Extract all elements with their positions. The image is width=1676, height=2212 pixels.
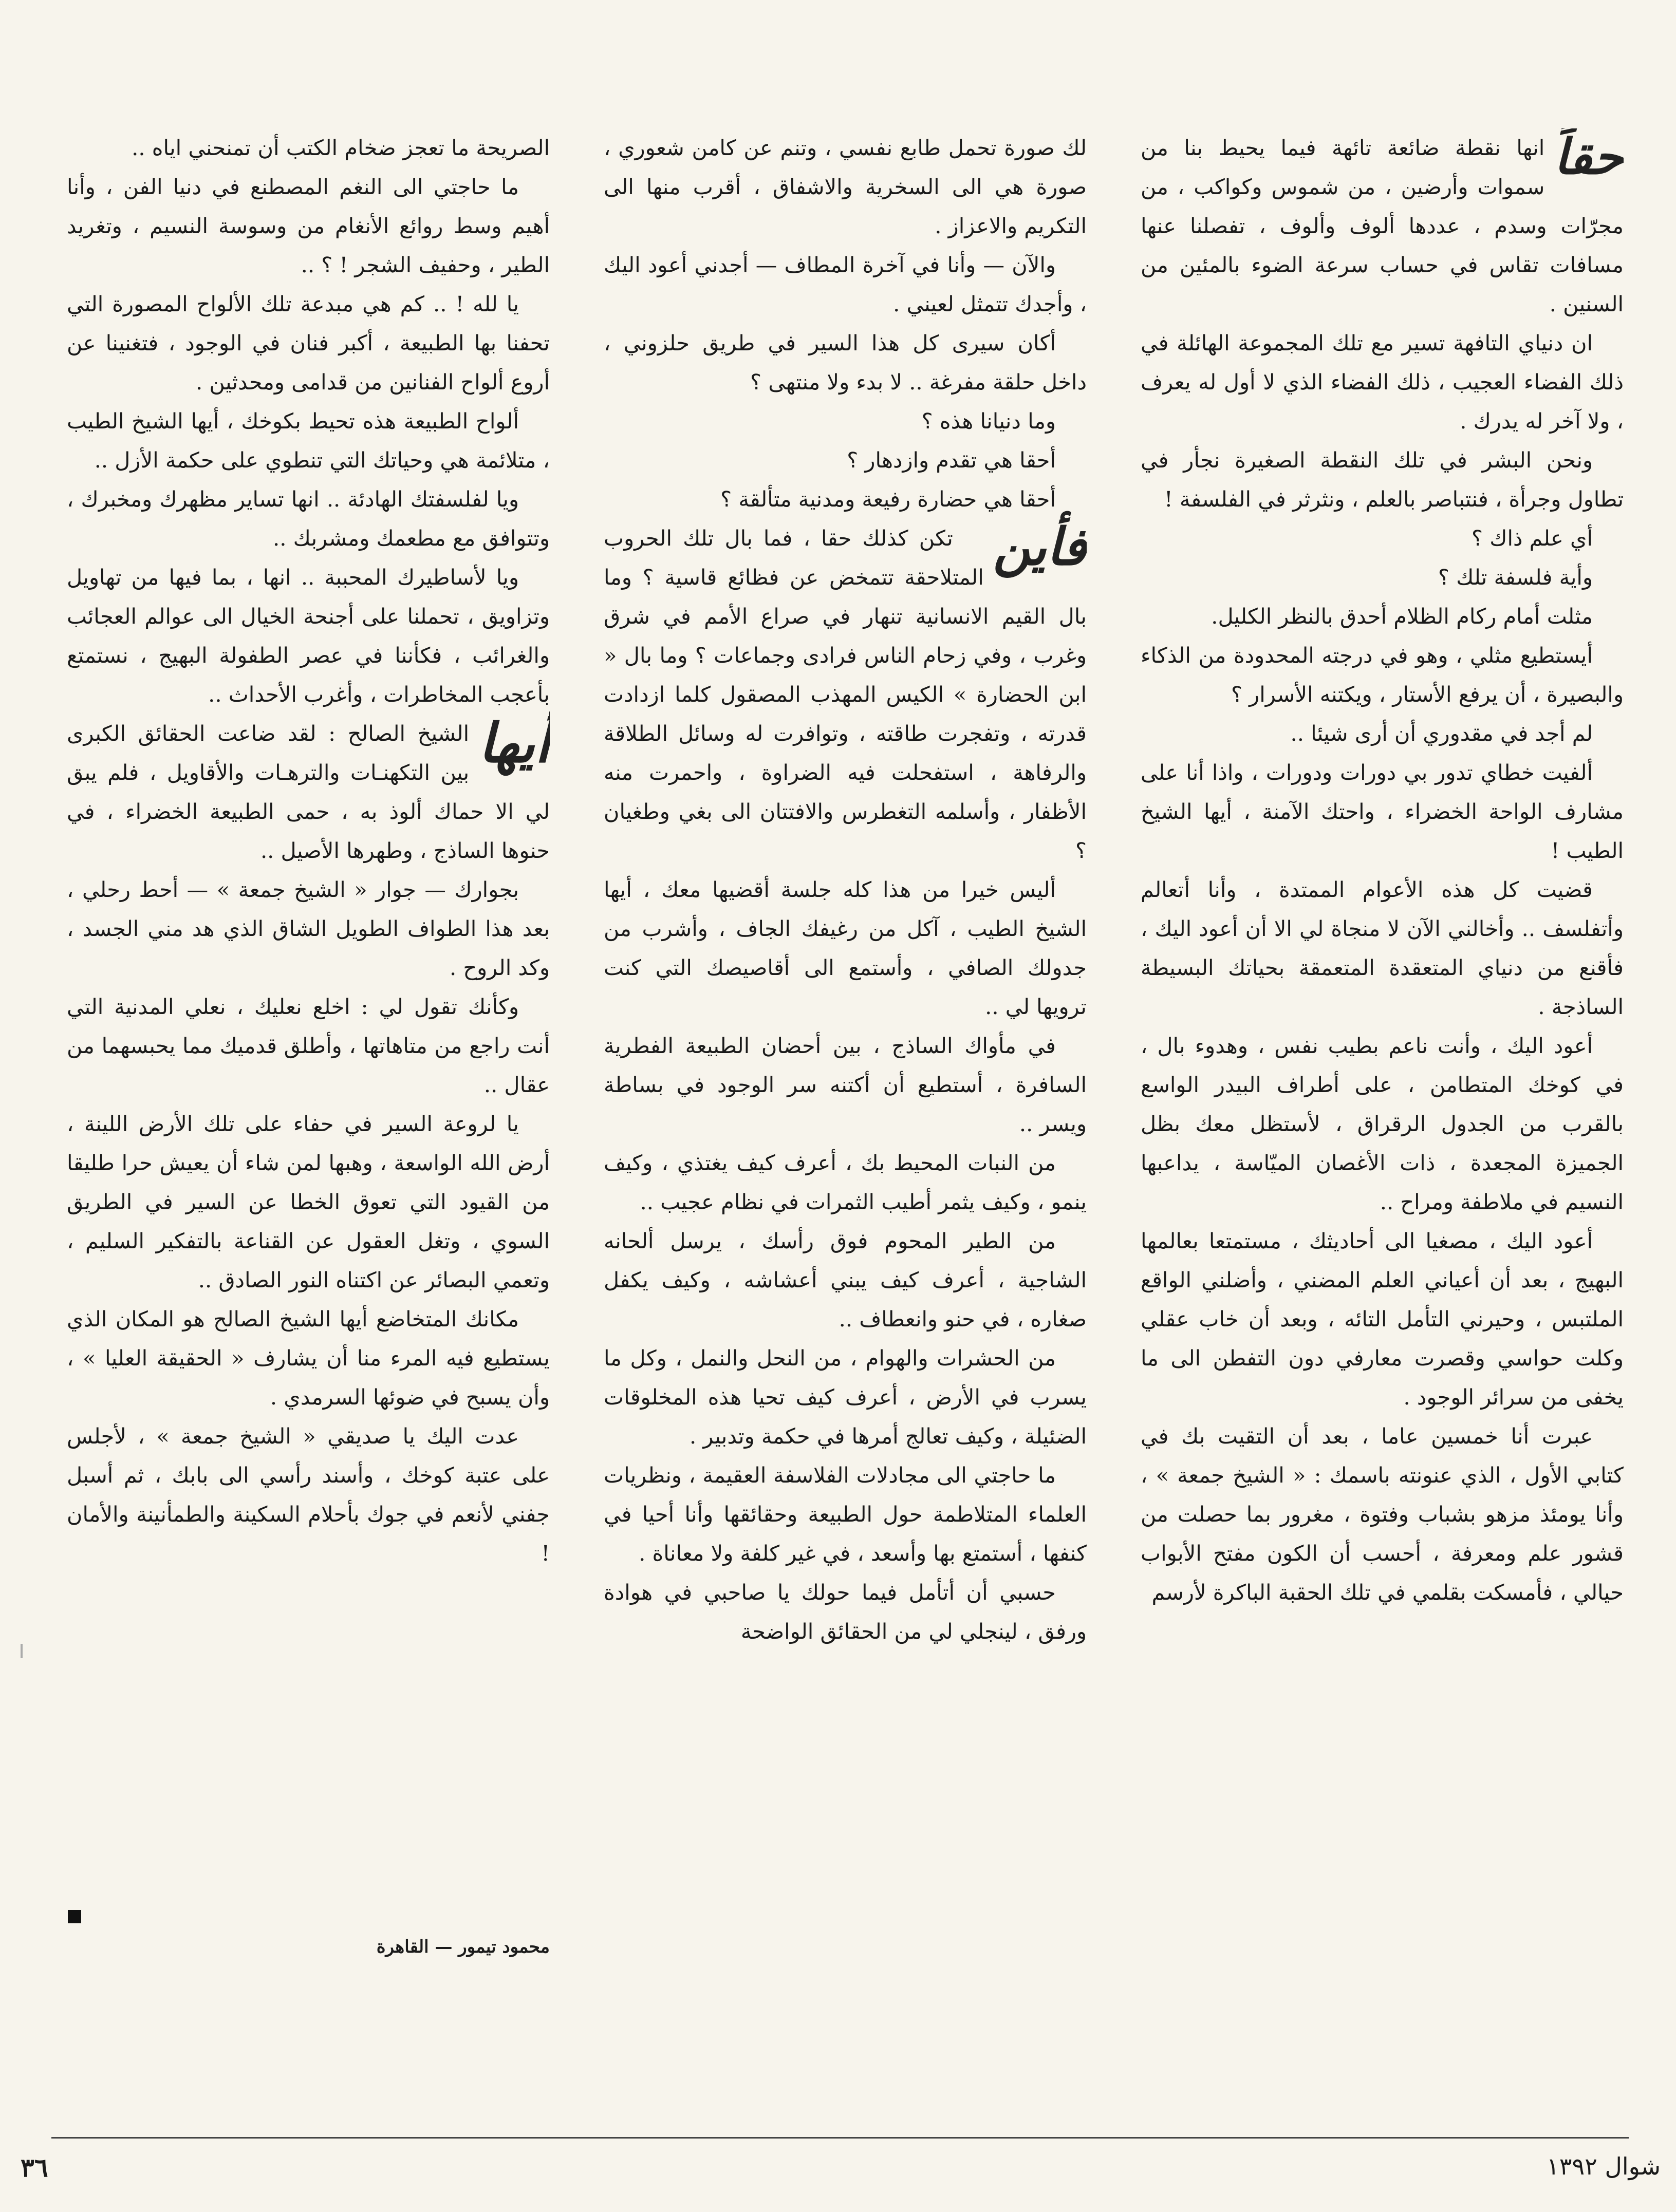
paragraph: لم أجد في مقدوري أن أرى شيئا .. — [1290, 721, 1593, 746]
paragraph: أيستطيع مثلي ، وهو في درجته المحدودة من الذكاء والبصيرة ، أن يرفع الأستار ، ويكتنه الأسرار ؟ — [1141, 643, 1624, 707]
paragraph: أحقا هي تقدم وازدهار ؟ — [847, 447, 1056, 473]
paragraph: مثلت أمام ركام الظلام أحدق بالنظر الكليل. — [1211, 604, 1593, 629]
paragraph: أي علم ذاك ؟ — [1472, 526, 1593, 551]
page-number: ٣٦ — [21, 2152, 48, 2183]
footer-rule — [51, 2137, 1629, 2139]
paragraph: من النبات المحيط بك ، أعرف كيف يغتذي ، وكيف ينمو ، وكيف يثمر أطيب الثمرات في نظام عجيب .. — [604, 1150, 1087, 1214]
paragraph: أكان سيرى كل هذا السير في طريق حلزوني ، داخل حلقة مفرغة .. لا بدء ولا منتهى ؟ — [604, 330, 1087, 395]
paragraph: لك صورة تحمل طابع نفسي ، وتنم عن كامن شعوري ، صورة هي الى السخرية والاشفاق ، أقرب منها الى التكريم والاعزاز . — [604, 135, 1087, 238]
paragraph: قضيت كل هذه الأعوام الممتدة ، وأنا أتعالم وأتفلسف .. وأخالني الآن لا منجاة لي الا أن أعود اليك ، فأقنع من دنياي المتعقدة المتعمقة بحياتك البسيطة الساذجة . — [1141, 877, 1624, 1019]
paragraph: وأية فلسفة تلك ؟ — [1438, 565, 1593, 590]
paragraph: ما حاجتي الى مجادلات الفلاسفة العقيمة ، ونظريات العلماء المتلاطمة حول الطبيعة وحقائقها وأنا أحيا في كنفها ، أستمتع بها وأسعد ، في غير كلفة ولا معاناة . — [604, 1463, 1087, 1566]
paragraph: أعود اليك ، مصغيا الى أحاديثك ، مستمتعا بعالمها البهيج ، بعد أن أعياني العلم المضني ، وأضلني الواقع الملتبس ، وحيرني التأمل التائه ، وبعد أن خاب عقلي وكلت حواسي وقصرت معارفي دون التفطن الى ما يخفى من سرائر الوجود . — [1141, 1228, 1624, 1410]
paragraph: مكانك المتخاضع أيها الشيخ الصالح هو المكان الذي يستطيع فيه المرء منا أن يشارف « الحقيقة العليا » ، وأن يسبح في ضوئها السرمدي . — [67, 1306, 550, 1410]
paragraph: ونحن البشر في تلك النقطة الصغيرة نجأر في تطاول وجرأة ، فنتباصر بالعلم ، ونثرثر في الفلسفة ! — [1141, 447, 1624, 512]
paragraph: ويا لأساطيرك المحببة .. انها ، بما فيها من تهاويل وتزاويق ، تحملنا على أجنحة الخيال الى عوالم العجائب والغرائب ، فكأننا في عصر الطفولة البهيج ، نستمتع بأعجب المخاطرات ، وأغرب الأحداث .. — [67, 565, 550, 707]
author-signature: محمود تيمور — القاهرة — [376, 1937, 550, 1957]
paragraph: عدت اليك يا صديقي « الشيخ جمعة » ، لأجلس على عتبة كوخك ، وأسند رأسي الى بابك ، ثم أسبل جفني لأنعم في جوك بأحلام السكينة والطمأنينة والأمان ! — [67, 1423, 550, 1566]
paragraph: أليس خيرا من هذا كله جلسة أقضيها معك ، أيها الشيخ الطيب ، آكل من رغيفك الجاف ، وأشرب من جدولك الصافي ، وأستمع الى أقاصيصك التي كنت ترويها لي .. — [604, 877, 1087, 1019]
dropcap-word-1: حقاً — [1554, 128, 1624, 185]
paragraph: والآن — وأنا في آخرة المطاف — أجدني أعود اليك ، وأجدك تتمثل لعيني . — [604, 252, 1087, 316]
paragraph: أحقا هي حضارة رفيعة ومدنية متألقة ؟ — [720, 486, 1056, 512]
paragraph: وما دنيانا هذه ؟ — [921, 408, 1056, 434]
paragraph: في مأواك الساذج ، بين أحضان الطبيعة الفطرية السافرة ، أستطيع أن أكتنه سر الوجود في بساطة ويسر .. — [604, 1033, 1087, 1136]
article-column-3 — [67, 128, 550, 1916]
paragraph: بجوارك — جوار « الشيخ جمعة » — أحط رحلي ، بعد هذا الطواف الطويل الشاق الذي هد مني الجسد ، وكد الروح . — [67, 877, 550, 980]
paragraph: أعود اليك ، وأنت ناعم بطيب نفس ، وهدوء بال ، في كوخك المتطامن ، على أطراف البيدر الواسع بالقرب من الجدول الرقراق ، لأستظل معك بظل الجميزة المجعدة ، ذات الأغصان الميّاسة ، يداعبها النسيم في ملاطفة ومراح .. — [1141, 1033, 1624, 1214]
paragraph: ان دنياي التافهة تسير مع تلك المجموعة الهائلة في ذلك الفضاء العجيب ، ذلك الفضاء الذي لا أول له يعرف ، ولا آخر له يدرك . — [1141, 330, 1624, 434]
paragraph: عبرت أنا خمسين عاما ، بعد أن التقيت بك في كتابي الأول ، الذي عنونته باسمك : « الشيخ جمعة » ، وأنا يومئذ مزهو بشباب وفتوة ، مغرور بما حصلت من قشور علم ومعرفة ، أحسب أن الكون مفتح الأبواب حيالي ، فأمسكت بقلمي في تلك الحقبة الباكرة لأرسم — [1141, 1423, 1624, 1605]
margin-mark — [21, 1644, 23, 1658]
paragraph: ألواح الطبيعة هذه تحيط بكوخك ، أيها الشيخ الطيب ، متلائمة هي وحياتك التي تنطوي على حكمة الأزل .. — [67, 408, 550, 473]
dropcap-word-2: فأين — [993, 516, 1087, 577]
paragraph: ما حاجتي الى النغم المصطنع في دنيا الفن ، وأنا أهيم وسط روائع الأنغام من وسوسة النسيم ، وتغريد الطير ، وحفيف الشجر ! ؟ .. — [67, 174, 550, 277]
paragraph: تكن كذلك حقا ، فما بال تلك الحروب المتلاحقة تتمخض عن فظائع قاسية ؟ وما بال القيم الانسانية تنهار في صراع الأمم في شرق وغرب ، وفي زحام الناس فرادى وجماعات ؟ وما بال « ابن الحضارة » الكيس المهذب المصقول كلما ازدادت قدرته ، وتفجرت طاقته ، وتوافرت له وسائل الطلاقة والرفاهة ، استفحلت فيه الضراوة ، واحمرت منه الأظفار ، وأسلمه التغطرس والافتتان الى بغي وطغيان ؟ — [604, 526, 1087, 863]
issue-date: شوال ١٣٩٢ — [1547, 2152, 1661, 2180]
paragraph: حسبي أن أتأمل فيما حولك يا صاحبي في هوادة ورفق ، لينجلي لي من الحقائق الواضحة — [604, 1580, 1087, 1644]
article-column-1 — [1141, 128, 1624, 1916]
paragraph: الشيخ الصالح : لقد ضاعت الحقائق الكبرى بين التكهنـات والترهـات والأقاويل ، فلم يبق لي الا حماك ألوذ به ، حمى الطبيعة الخضراء ، في حنوها الساذج ، وطهرها الأصيل .. — [67, 721, 550, 863]
end-of-article-square-icon — [68, 1910, 81, 1923]
paragraph: انها نقطة ضائعة تائهة فيما يحيط بنا من سموات وأرضين ، من شموس وكواكب ، من مجرّات وسدم ، عددها ألوف وألوف ، تفصلنا عنها مسافات تقاس في حساب سرعة الضوء بالمئين من السنين . — [1141, 135, 1624, 316]
dropcap-word-3: أيها — [478, 711, 550, 775]
paragraph: من الطير المحوم فوق رأسك ، يرسل ألحانه الشاجية ، أعرف كيف يبني أعشاشه ، وكيف يكفل صغاره ، في حنو وانعطاف .. — [604, 1228, 1087, 1332]
paragraph: الصريحة ما تعجز ضخام الكتب أن تمنحني اياه .. — [132, 135, 550, 160]
paragraph: يا لله ! .. كم هي مبدعة تلك الألواح المصورة التي تحفنا بها الطبيعة ، أكبر فنان في الوجود ، فتغنينا عن أروع ألواح الفنانين من قدامى ومحدثين . — [67, 291, 550, 395]
paragraph: وكأنك تقول لي : اخلع نعليك ، نعلي المدنية التي أنت راجع من متاهاتها ، وأطلق قدميك مما يحبسهما من عقال .. — [67, 994, 550, 1097]
article-column-2 — [604, 128, 1087, 1916]
paragraph: من الحشرات والهوام ، من النحل والنمل ، وكل ما يسرب في الأرض ، أعرف كيف تحيا هذه المخلوقات الضئيلة ، وكيف تعالج أمرها في حكمة وتدبير . — [604, 1345, 1087, 1449]
paragraph: ألفيت خطاي تدور بي دورات ودورات ، واذا أنا على مشارف الواحة الخضراء ، واحتك الآمنة ، أيها الشيخ الطيب ! — [1141, 760, 1624, 863]
paragraph: يا لروعة السير في حفاء على تلك الأرض اللينة ، أرض الله الواسعة ، وهبها لمن شاء أن يعيش حرا طليقا من القيود التي تعوق الخطا عن السير في الطريق السوي ، وتغل العقول عن القناعة بالتفكير السليم ، وتعمي البصائر عن اكتناه النور الصادق .. — [67, 1111, 550, 1292]
paragraph: ويا لفلسفتك الهادئة .. انها تساير مظهرك ومخبرك ، وتتوافق مع مطعمك ومشربك .. — [67, 486, 550, 551]
